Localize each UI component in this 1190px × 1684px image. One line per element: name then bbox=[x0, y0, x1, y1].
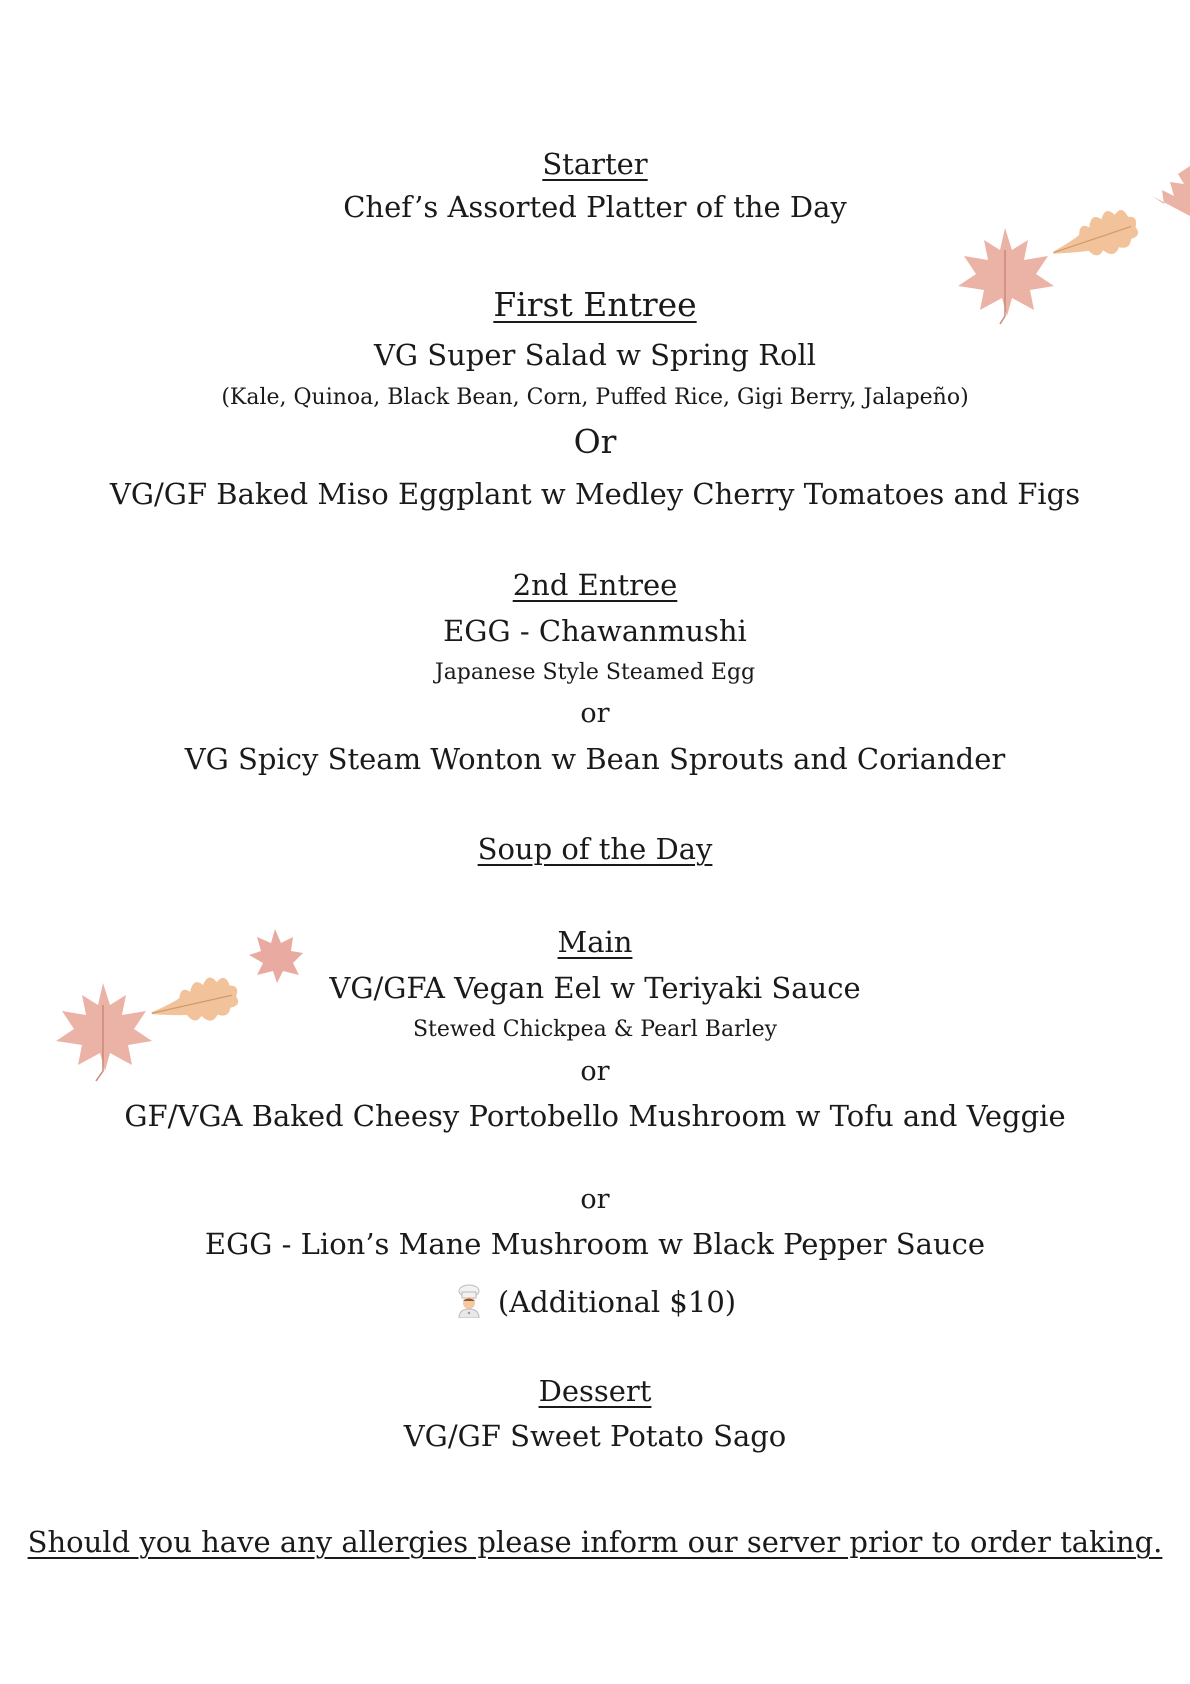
main-option-1: VG/GFA Vegan Eel w Teriyaki Sauce bbox=[329, 971, 861, 1005]
first-entree-option-2: VG/GF Baked Miso Eggplant w Medley Cherry Tomatoes and Figs bbox=[109, 477, 1081, 511]
main-option-3-note: (Additional $10) bbox=[497, 1285, 737, 1319]
main-or-2: or bbox=[580, 1184, 610, 1215]
chef-emoji-icon bbox=[454, 1284, 484, 1318]
dessert-heading: Dessert bbox=[538, 1374, 652, 1408]
dessert-dish: VG/GF Sweet Potato Sago bbox=[403, 1419, 787, 1453]
starter-dish: Chef’s Assorted Platter of the Day bbox=[343, 190, 847, 224]
starter-heading: Starter bbox=[542, 147, 648, 181]
second-entree-option-2: VG Spicy Steam Wonton w Bean Sprouts and Coriander bbox=[184, 742, 1006, 776]
second-entree-heading: 2nd Entree bbox=[512, 568, 678, 602]
allergy-notice: Should you have any allergies please inform our server prior to order taking. bbox=[27, 1525, 1163, 1559]
soup-heading: Soup of the Day bbox=[477, 832, 713, 866]
first-entree-heading: First Entree bbox=[493, 285, 697, 324]
second-entree-option-1: EGG - Chawanmushi bbox=[443, 614, 747, 648]
main-or-1: or bbox=[580, 1056, 610, 1087]
main-option-3-surcharge bbox=[0, 1284, 1190, 1318]
second-entree-option-1-note: Japanese Style Steamed Egg bbox=[434, 660, 756, 685]
first-entree-or: Or bbox=[573, 422, 617, 461]
first-entree-option-1: VG Super Salad w Spring Roll bbox=[373, 338, 817, 372]
main-option-3: EGG - Lion’s Mane Mushroom w Black Pepper Sauce bbox=[204, 1227, 986, 1261]
second-entree-or: or bbox=[580, 698, 610, 729]
main-option-2: GF/VGA Baked Cheesy Portobello Mushroom w Tofu and Veggie bbox=[124, 1099, 1066, 1133]
first-entree-option-1-note: (Kale, Quinoa, Black Bean, Corn, Puffed Rice, Gigi Berry, Jalapeño) bbox=[221, 385, 969, 410]
main-heading: Main bbox=[557, 925, 633, 959]
main-option-1-note: Stewed Chickpea & Pearl Barley bbox=[412, 1017, 778, 1042]
